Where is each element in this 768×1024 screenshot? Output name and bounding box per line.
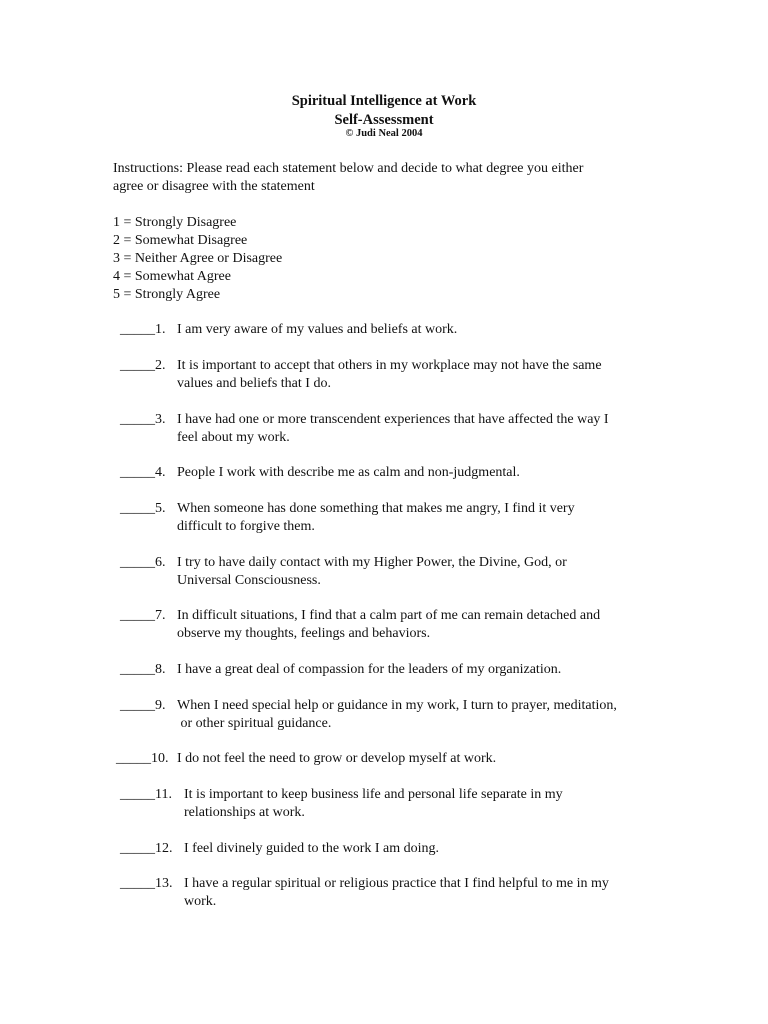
statement-text: observe my thoughts, feelings and behaviors. bbox=[177, 626, 431, 641]
answer-blank[interactable]: _____3. bbox=[120, 412, 166, 427]
statement-text: It is important to accept that others in my workplace may not have the same bbox=[177, 358, 602, 373]
answer-blank[interactable]: _____13. bbox=[120, 876, 173, 891]
answer-blank[interactable]: _____9. bbox=[120, 698, 166, 713]
scale-item: 5 = Strongly Agree bbox=[113, 287, 221, 302]
statement-text: or other spiritual guidance. bbox=[177, 716, 332, 731]
statement-text: In difficult situations, I find that a calm part of me can remain detached and bbox=[177, 608, 601, 623]
statement-text: People I work with describe me as calm and non-judgmental. bbox=[177, 465, 520, 480]
statement-text: I try to have daily contact with my Higher Power, the Divine, God, or bbox=[177, 555, 567, 570]
answer-blank[interactable]: _____5. bbox=[120, 501, 166, 516]
statement-text: When I need special help or guidance in my work, I turn to prayer, meditation, bbox=[177, 698, 617, 713]
statement-text: When someone has done something that makes me angry, I find it very bbox=[177, 501, 575, 516]
statement-text: values and beliefs that I do. bbox=[177, 376, 331, 391]
answer-blank[interactable]: _____4. bbox=[120, 465, 166, 480]
answer-blank[interactable]: _____10. bbox=[116, 751, 169, 766]
answer-blank[interactable]: _____11. bbox=[120, 787, 172, 802]
statement-text: difficult to forgive them. bbox=[177, 519, 315, 534]
answer-blank[interactable]: _____1. bbox=[120, 322, 166, 337]
statement-text: I have a great deal of compassion for the leaders of my organization. bbox=[177, 662, 562, 677]
statement-text: feel about my work. bbox=[177, 430, 290, 445]
copyright-notice: © Judi Neal 2004 bbox=[345, 128, 423, 139]
answer-blank[interactable]: _____6. bbox=[120, 555, 166, 570]
document-title: Spiritual Intelligence at Work bbox=[291, 93, 477, 109]
statement-text: relationships at work. bbox=[184, 805, 305, 820]
scale-item: 2 = Somewhat Disagree bbox=[113, 233, 248, 248]
scale-item: 4 = Somewhat Agree bbox=[113, 269, 231, 284]
statement-text: I have had one or more transcendent experiences that have affected the way I bbox=[177, 412, 609, 427]
answer-blank[interactable]: _____2. bbox=[120, 358, 166, 373]
answer-blank[interactable]: _____7. bbox=[120, 608, 166, 623]
answer-blank[interactable]: _____12. bbox=[120, 841, 173, 856]
statement-text: work. bbox=[184, 894, 217, 909]
statement-text: I have a regular spiritual or religious practice that I find helpful to me in my bbox=[184, 876, 609, 891]
statement-text: I do not feel the need to grow or develop myself at work. bbox=[177, 751, 497, 766]
answer-blank[interactable]: _____8. bbox=[120, 662, 166, 677]
scale-item: 3 = Neither Agree or Disagree bbox=[113, 251, 283, 266]
statement-text: It is important to keep business life and personal life separate in my bbox=[184, 787, 563, 802]
statement-text: I am very aware of my values and beliefs at work. bbox=[177, 322, 458, 337]
instructions-line-2: agree or disagree with the statement bbox=[113, 179, 315, 194]
instructions-line-1: Instructions: Please read each statement below and decide to what degree you either bbox=[113, 161, 584, 176]
statement-text: I feel divinely guided to the work I am doing. bbox=[184, 841, 440, 856]
scale-item: 1 = Strongly Disagree bbox=[113, 215, 237, 230]
statement-text: Universal Consciousness. bbox=[177, 573, 321, 588]
document-subtitle: Self-Assessment bbox=[334, 112, 434, 128]
